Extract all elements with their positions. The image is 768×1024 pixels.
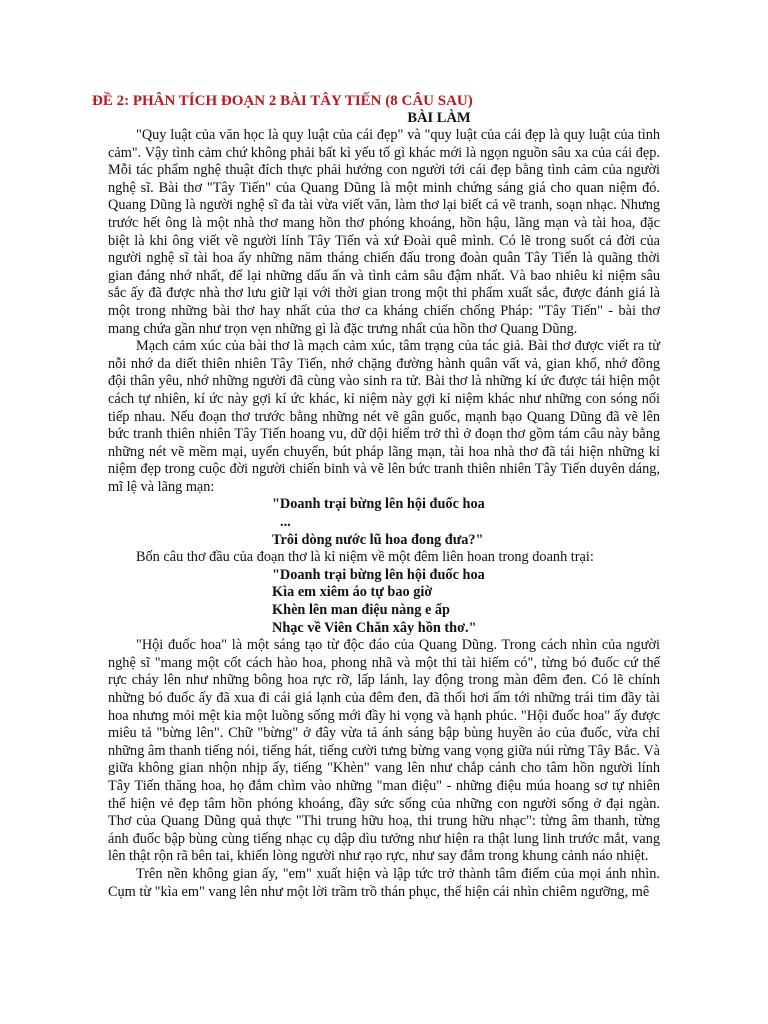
document-subtitle: BÀI LÀM [407,110,471,126]
poem-ellipsis: ... [280,514,291,531]
poem-line: Kìa em xiêm áo tự bao giờ [272,584,433,601]
poem-quote-2 [0,567,768,637]
poem-quote-1 [0,496,768,549]
poem-line: Nhạc về Viên Chăn xây hồn thơ." [272,619,477,636]
paragraph-intro: "Quy luật của văn học là quy luật của cái đẹp" và "quy luật của cái đẹp là quy luật của tình cảm". Vậy tình cảm chứ không phải bất kì yếu tố gì khác mới là ngọn nguồn sâu xa của cái đẹp. Mỗi tác phẩm nghệ thuật đích thực phải hướng con người tới cái đẹp bằng tình cảm của người nghệ sĩ. Bài thơ "Tây Tiến" của Quang Dũng là một minh chứng sáng giá cho quan niệm đó. Quang Dũng là người nghệ sĩ đa tài vừa viết văn, làm thơ lại biết cả vẽ tranh, soạn nhạc. Nhưng trước hết ông là một nhà thơ mang hồn thơ phóng khoáng, hồn hậu, lãng mạn và tài hoa, đặc biệt là khi ông viết về người lính Tây Tiến và xứ Đoài quê mình. Có lẽ trong suốt cả đời của người nghệ sĩ tài hoa ấy những năm tháng chiến đấu trong đoàn quân Tây Tiến là quãng thời gian đáng nhớ nhất, để lại những dấu ấn và tình cảm sâu đậm nhất. Và bao nhiêu kỉ niệm sâu sắc ấy đã được nhà thơ lưu giữ lại với thời gian trong một thi phẩm xuất sắc, được đánh giá là một trong những bài thơ hay nhất của thơ ca kháng chiến chống Pháp: "Tây Tiến" - bài thơ mang chứa gần như trọn vẹn những gì là đặc trưng nhất của hồn thơ Quang Dũng. [108,127,660,337]
poem-intro-text: Bốn câu thơ đầu của đoạn thơ là kỉ niệm về một đêm liên hoan trong doanh trại: [136,549,594,566]
paragraph-continuation: Trên nền không gian ấy, "em" xuất hiện và lập tức trở thành tâm điểm của mọi ánh nhìn. Cụm từ "kìa em" vang lên như một lời trầm trồ thán phục, thể hiện cái nhìn chiêm ngưỡng, mê [108,865,660,900]
paragraph-analysis: "Hội đuốc hoa" là một sáng tạo từ độc đáo của Quang Dũng. Trong cách nhìn của người nghệ sĩ "mang một cốt cách hào hoa, phong nhã và một thi tài hiếm có", từng bó đuốc cứ thế rực cháy lên như những bông hoa rực rỡ, lấp lánh, lay động trong màn đêm đen. Có lẽ chính những bó đuốc ấy đã xua đi cái giá lạnh của đêm đen, đã thổi hơi ấm tới những trái tim đầy tài hoa nhưng mỏi mệt kia một luồng sống mới đầy hi vọng và hạnh phúc. "Hội đuốc hoa" ấy được miêu tả "bừng lên". Chữ "bừng" ở đây vừa tả ánh sáng bập bùng huyền ảo của đuốc, vừa chỉ những âm thanh tiếng nói, tiếng hát, tiếng cười tưng bừng vang vọng giữa núi rừng Tây Bắc. Và giữa không gian nhộn nhịp ấy, tiếng "Khèn" vang lên như chắp cánh cho tâm hồn người lính Tây Tiến thăng hoa, họ đắm chìm vào những "man điệu" - những điệu múa hoang sơ tự nhiên thể hiện vẻ đẹp tâm hồn phóng khoáng, đầy sức sống của những con người sống ở đại ngàn. Thơ của Quang Dũng quả thực "Thi trung hữu hoạ, thi trung hữu nhạc": từng âm thanh, từng ánh đuốc bập bùng cùng tiếng nhạc cụ dập dìu tưởng như hiện ra thật lung linh trước mắt, vang lên thật rộn rã bên tai, khiến lòng người như rạo rực, như say đắm trong khung cảnh náo nhiệt. [108,637,660,865]
document-title: ĐỀ 2: PHÂN TÍCH ĐOẠN 2 BÀI TÂY TIẾN (8 CÂU SAU) [92,93,473,109]
poem-line: "Doanh trại bừng lên hội đuốc hoa [272,496,485,513]
paragraph-emotion: Mạch cảm xúc của bài thơ là mạch cảm xúc, tâm trạng của tác giả. Bài thơ được viết ra từ nỗi nhớ da diết thiên nhiên Tây Tiến, nhớ chặng đường hành quân vất vả, gian khổ, nhớ đồng đội thân yêu, nhớ những người đã cùng vào sinh ra tử. Bài thơ là những kí ức được tái hiện một cách tự nhiên, kí ức này gợi kí ức khác, kỉ niệm này gợi kỉ niệm khác như những con sóng nối tiếp nhau. Nếu đoạn thơ trước bằng những nét vẽ gân guốc, mạnh bạo Quang Dũng đã vẽ lên bức tranh thiên nhiên Tây Tiến hoang vu, dữ dội hiểm trở thì ở đoạn thơ gồm tám câu này bằng những nét vẽ mềm mại, uyển chuyển, bút pháp lãng mạn, tài hoa nhà thơ đã tái hiện những kỉ niệm đẹp trong cuộc đời người chiến binh và vẽ lên bức tranh thiên nhiên Tây Tiến duyên dáng, mĩ lệ và lãng mạn: [108,338,660,495]
document-page [0,92,768,901]
poem-line: Trôi dòng nước lũ hoa đong đưa?" [272,531,484,548]
poem-line: Khèn lên man điệu nàng e ấp [272,602,450,619]
poem-line: "Doanh trại bừng lên hội đuốc hoa [272,566,485,583]
